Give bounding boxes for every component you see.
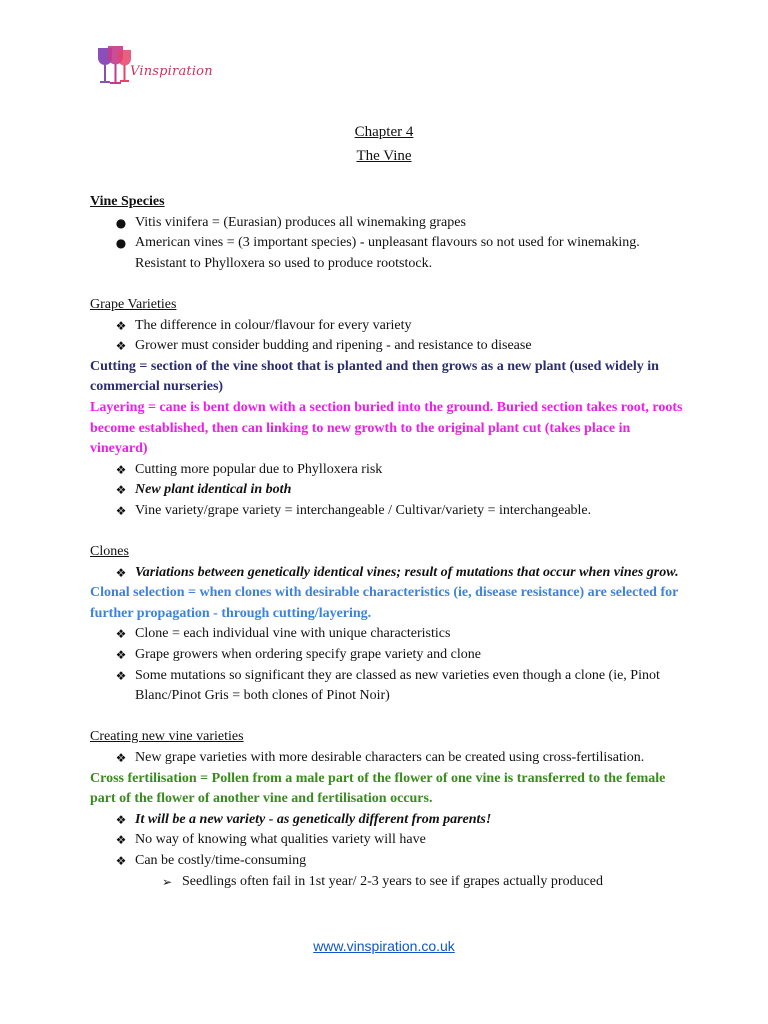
section-heading-clones: Clones bbox=[90, 544, 129, 560]
diamond-bullet-icon: ❖ bbox=[115, 483, 127, 498]
grape-varieties-list-2 bbox=[90, 460, 690, 522]
cross-fertilisation-definition: Cross fertilisation = Pollen from a male part of the flower of one vine is transferred to the female part of the flower of another vine and fertilisation occurs. bbox=[90, 770, 666, 807]
chapter-number: Chapter 4 bbox=[354, 124, 414, 140]
diamond-bullet-icon: ❖ bbox=[115, 668, 127, 683]
layering-definition: Layering = cane is bent down with a section buried into the ground. Buried section takes root, roots become established, then can linking to new growth to the original plant cut (takes place in vineyard) bbox=[90, 399, 683, 457]
arrow-bullet-icon: ➢ bbox=[161, 874, 173, 889]
list-item: ❖ Vine variety/grape variety = interchangeable / Cultivar/variety = interchangeable. bbox=[90, 501, 690, 522]
diamond-bullet-icon: ❖ bbox=[115, 503, 127, 518]
diamond-bullet-icon: ❖ bbox=[115, 833, 127, 848]
diamond-bullet-icon: ❖ bbox=[115, 627, 127, 642]
list-item: ❖ Grower must consider budding and ripening - and resistance to disease bbox=[90, 336, 690, 357]
list-item: ❖ The difference in colour/flavour for every variety bbox=[90, 316, 690, 337]
list-item: ❖ New grape varieties with more desirable characters can be created using cross-fertilisation. bbox=[90, 748, 690, 769]
list-item: ❖ Some mutations so significant they are classed as new varieties even though a clone (ie, Pinot Blanc/Pinot Gris = both clones of Pinot Noir) bbox=[90, 666, 690, 707]
list-item: ❖ It will be a new variety - as genetically different from parents! bbox=[90, 810, 690, 831]
list-item: ❖ New plant identical in both bbox=[90, 480, 690, 501]
section-heading-grape-varieties: Grape Varieties bbox=[90, 296, 177, 312]
section-heading-vine-species: Vine Species bbox=[90, 194, 165, 209]
diamond-bullet-icon: ❖ bbox=[115, 318, 127, 333]
list-item: ❖ Can be costly/time-consuming bbox=[90, 851, 690, 872]
new-varieties-list bbox=[90, 748, 690, 769]
list-item: ❖ Cutting more popular due to Phylloxera risk bbox=[90, 460, 690, 481]
list-item: ● American vines = (3 important species) - unpleasant flavours so not used for winemaking. Resistant to Phylloxera so used to produce rootstock. bbox=[90, 233, 690, 274]
list-sub-item: ➢ Seedlings often fail in 1st year/ 2-3 years to see if grapes actually produced bbox=[90, 872, 690, 893]
diamond-bullet-icon: ❖ bbox=[115, 854, 127, 868]
diamond-bullet-icon: ❖ bbox=[115, 812, 127, 827]
list-item: ❖ No way of knowing what qualities variety will have bbox=[90, 830, 690, 851]
vine-species-list bbox=[90, 213, 690, 275]
diamond-bullet-icon: ❖ bbox=[115, 751, 127, 766]
cutting-definition: Cutting = section of the vine shoot that is planted and then grows as a new plant (used widely in commercial nurseries) bbox=[90, 358, 659, 395]
clones-list-2 bbox=[90, 624, 690, 706]
vinspiration-logo bbox=[96, 44, 216, 92]
bullet-icon: ● bbox=[115, 215, 127, 230]
new-varieties-list-2 bbox=[90, 810, 690, 892]
website-link[interactable]: www.vinspiration.co.uk bbox=[313, 938, 455, 954]
clonal-selection-definition: Clonal selection = when clones with desirable characteristics (ie, disease resistance) are selected for further propagation - through cutting/layering. bbox=[90, 585, 679, 621]
clones-list bbox=[90, 563, 690, 584]
bullet-icon: ● bbox=[115, 236, 127, 251]
diamond-bullet-icon: ❖ bbox=[115, 462, 127, 477]
diamond-bullet-icon: ❖ bbox=[115, 565, 127, 580]
list-item: ❖ Clone = each individual vine with unique characteristics bbox=[90, 624, 690, 645]
document-body bbox=[90, 192, 690, 892]
logo-text: Vinspiration bbox=[130, 64, 213, 79]
diamond-bullet-icon: ❖ bbox=[115, 648, 127, 663]
list-item: ● Vitis vinifera = (Eurasian) produces all winemaking grapes bbox=[90, 213, 690, 234]
list-item: ❖ Grape growers when ordering specify grape variety and clone bbox=[90, 645, 690, 666]
grape-varieties-list bbox=[90, 316, 690, 357]
section-heading-new-varieties: Creating new vine varieties bbox=[90, 729, 244, 745]
diamond-bullet-icon: ❖ bbox=[115, 339, 127, 354]
list-item: ❖ Variations between genetically identical vines; result of mutations that occur when vines grow. bbox=[90, 563, 690, 584]
chapter-title: The Vine bbox=[356, 148, 412, 164]
